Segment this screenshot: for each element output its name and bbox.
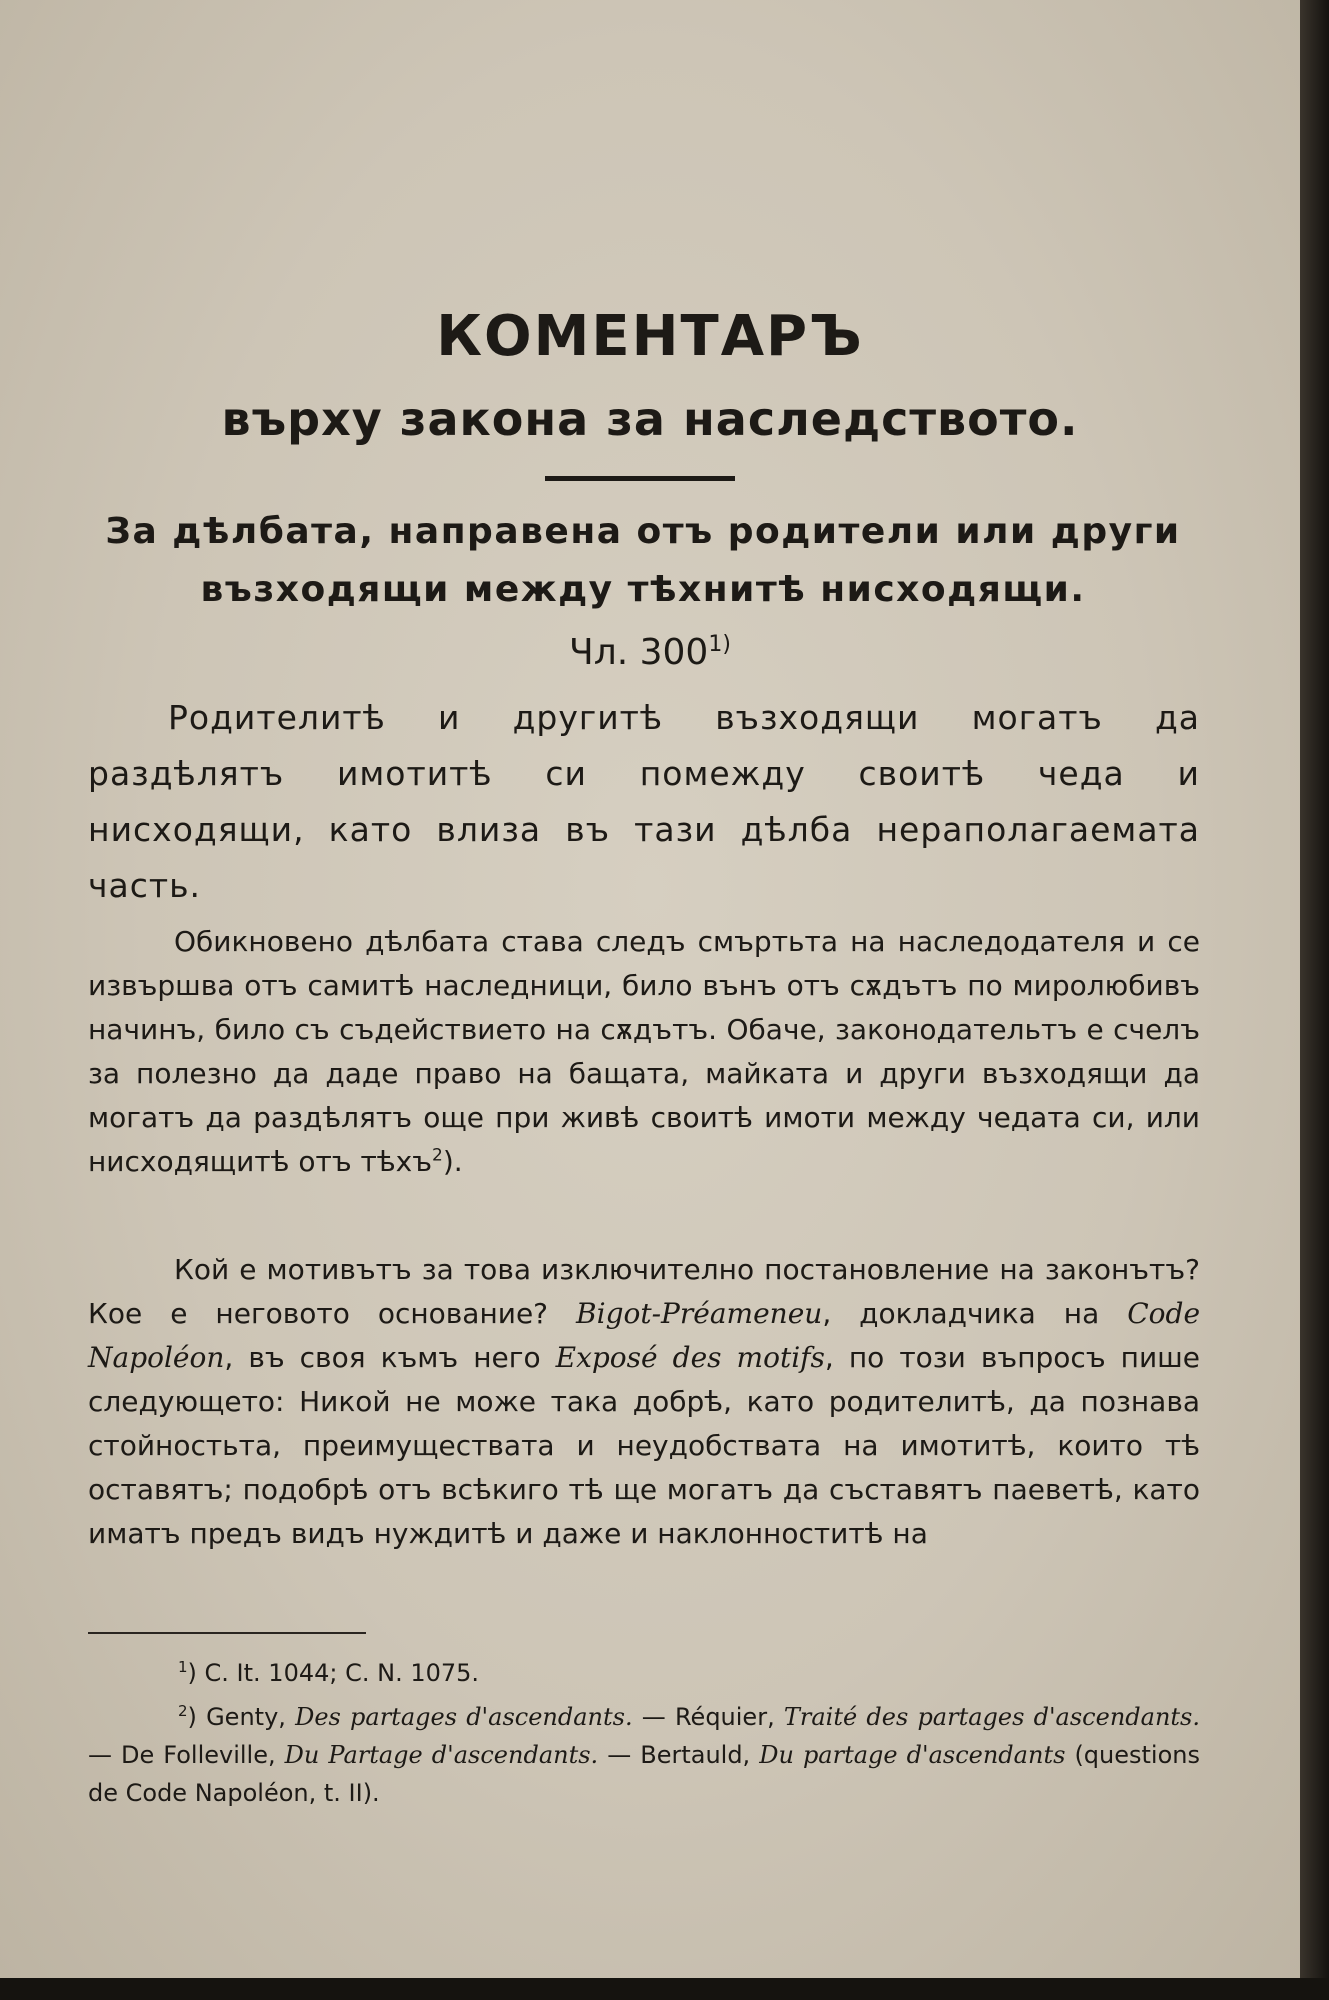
footnote-1-mark: 1 [178, 1658, 188, 1676]
footnotes [88, 1648, 1200, 1812]
footnote-divider [88, 1632, 366, 1634]
paragraph-2-part2: , докладчика на [822, 1297, 1100, 1330]
law-text: Родителитѣ и другитѣ възходящи могатъ да раздѣлятъ имотитѣ си помежду своитѣ чеда и нисходящи, като влиза въ тази дѣлба нераполагаемата часть. [88, 698, 1200, 905]
page-bottom-shadow [0, 1978, 1329, 2000]
page-title: КОМЕНТАРЪ [436, 304, 864, 369]
footnote-2 [88, 1692, 1200, 1812]
footnote-1 [88, 1648, 1200, 1692]
article-number [0, 632, 1300, 673]
paragraph-2-part1: Кой е мотивътъ за това изключително постановление на законътъ? Кое е неговото основание? [88, 1253, 1200, 1330]
footnote-2-a-title: Des partages d'ascendants. [295, 1703, 633, 1731]
footnote-2-b: — Réquier, [641, 1703, 775, 1731]
paragraph-1-end: ). [442, 1145, 463, 1178]
paragraph-2 [88, 1248, 1200, 1556]
paragraph-1-text: Обикновено дѣлбата става следъ смъртьта на наследодателя и се извършва отъ самитѣ наследници, било вънъ отъ сѫдътъ по миролюбивъ начинъ, било съ съдействието на сѫдътъ. Обаче, законодательтъ е счелъ за полезно да даде право на бащата, майката и други възходящи да могатъ да раздѣлятъ още при живѣ своитѣ имоти между чедата си, или нисходящитѣ отъ тѣхъ [88, 925, 1200, 1178]
footnote-2-e: (questions de Code Napoléon, t. II). [88, 1741, 1200, 1807]
paragraph-2-part4: , по този въпросъ пише следующето: Никой не може така добрѣ, като родителитѣ, да познава стойностьта, преимуществата и неудобствата на имотитѣ, които тѣ оставятъ; подобрѣ отъ всѣкиго тѣ ще могатъ да съставятъ паеветѣ, като иматъ предъ видъ нуждитѣ и даже и наклонноститѣ на [88, 1341, 1200, 1550]
footnote-ref-2: 2 [432, 1145, 443, 1166]
footnote-2-b-title: Traité des partages d'ascendants. [783, 1703, 1200, 1731]
code-name: Code Napoléon [88, 1297, 1201, 1374]
footnote-2-c: — De Folleville, [88, 1741, 276, 1769]
footnote-ref-1: 1) [708, 632, 731, 657]
book-spine-shadow [1300, 0, 1329, 2000]
footnote-2-a: ) Genty, [187, 1703, 286, 1731]
author-name: Bigot-Préameneu [576, 1297, 823, 1330]
expose-title: Exposé des motifs [555, 1341, 825, 1374]
paragraph-1 [88, 920, 1200, 1184]
article-label: Чл. 300 [569, 632, 709, 673]
footnote-1-text: ) C. It. 1044; C. N. 1075. [187, 1659, 480, 1687]
section-heading: За дѣлбата, направена отъ родители или други възходящи между тѣхнитѣ нисходящи. [105, 511, 1181, 610]
footnote-2-d: — Bertauld, [607, 1741, 751, 1769]
footnote-2-c-title: Du Partage d'ascendants. [284, 1741, 599, 1769]
paragraph-2-part3: , въ своя къмъ него [224, 1341, 541, 1374]
title-divider [545, 476, 735, 481]
footnote-2-d-title: Du partage d'ascendants [759, 1741, 1066, 1769]
footnote-2-mark: 2 [178, 1702, 188, 1720]
page-subtitle: върху закона за наследството. [221, 392, 1079, 446]
